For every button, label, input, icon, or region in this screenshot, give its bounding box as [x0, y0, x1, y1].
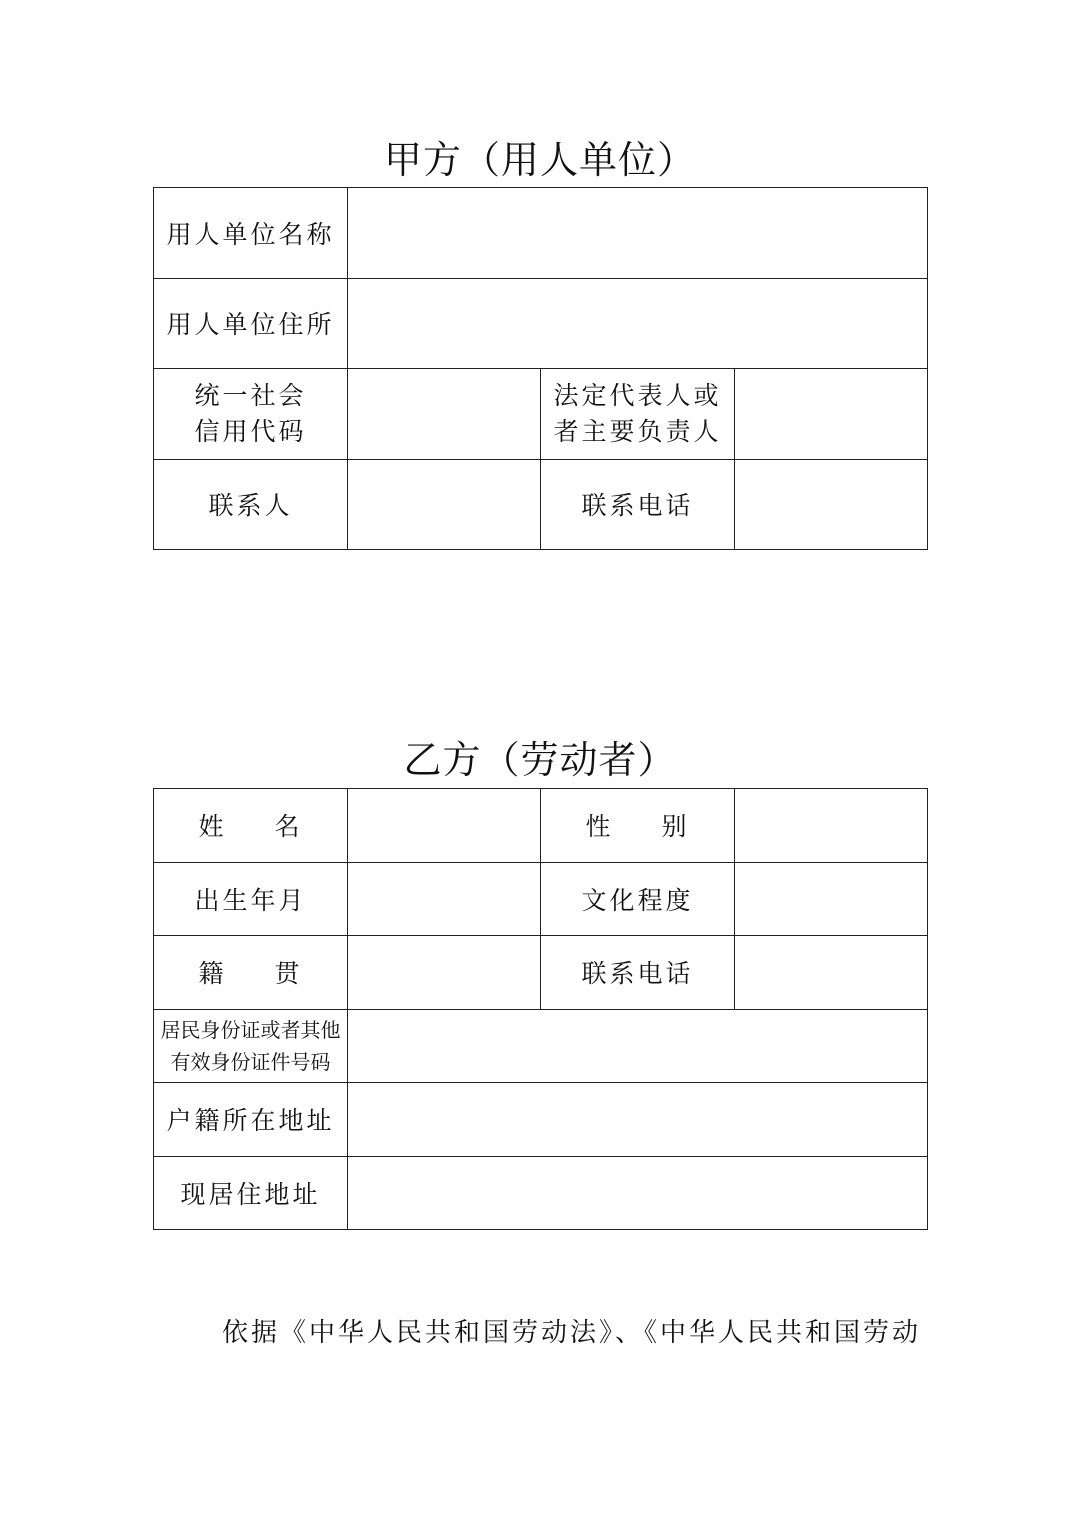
legal-rep-field[interactable] — [735, 369, 928, 460]
party-b-table — [153, 788, 928, 1230]
table-row — [154, 369, 928, 460]
table-row — [154, 278, 928, 369]
employer-phone-field[interactable] — [735, 459, 928, 550]
employer-name-label: 用人单位名称 — [154, 188, 348, 279]
table-row — [154, 789, 928, 863]
id-number-field[interactable] — [348, 1009, 928, 1083]
party-b-title: 乙方（劳动者） — [403, 738, 677, 782]
employer-phone-label: 联系电话 — [541, 459, 735, 550]
education-field[interactable] — [735, 862, 928, 936]
native-place-label: 籍 贯 — [154, 936, 348, 1010]
contact-person-label: 联系人 — [154, 459, 348, 550]
household-address-label: 户籍所在地址 — [154, 1083, 348, 1157]
worker-phone-field[interactable] — [735, 936, 928, 1010]
id-number-label: 居民身份证或者其他 有效身份证件号码 — [154, 1009, 348, 1083]
party-a-title: 甲方（用人单位） — [383, 138, 696, 182]
legal-basis-text: 依据《中华人民共和国劳动法》、《中华人民共和国劳动 — [222, 1318, 922, 1348]
employer-address-field[interactable] — [348, 278, 928, 369]
table-row — [154, 1156, 928, 1230]
worker-name-label: 姓 名 — [154, 789, 348, 863]
table-row — [154, 936, 928, 1010]
table-row — [154, 1009, 928, 1083]
gender-label: 性 别 — [541, 789, 735, 863]
residence-address-field[interactable] — [348, 1156, 928, 1230]
credit-code-label: 统一社会 信用代码 — [154, 369, 348, 460]
native-place-field[interactable] — [348, 936, 541, 1010]
legal-rep-label: 法定代表人或 者主要负责人 — [541, 369, 735, 460]
employer-address-label: 用人单位住所 — [154, 278, 348, 369]
birth-field[interactable] — [348, 862, 541, 936]
worker-name-field[interactable] — [348, 789, 541, 863]
birth-label: 出生年月 — [154, 862, 348, 936]
credit-code-field[interactable] — [348, 369, 541, 460]
worker-phone-label: 联系电话 — [541, 936, 735, 1010]
contact-person-field[interactable] — [348, 459, 541, 550]
table-row — [154, 188, 928, 279]
table-row — [154, 862, 928, 936]
table-row — [154, 1083, 928, 1157]
table-row — [154, 459, 928, 550]
party-a-table — [153, 187, 928, 550]
gender-field[interactable] — [735, 789, 928, 863]
residence-address-label: 现居住地址 — [154, 1156, 348, 1230]
employer-name-field[interactable] — [348, 188, 928, 279]
household-address-field[interactable] — [348, 1083, 928, 1157]
education-label: 文化程度 — [541, 862, 735, 936]
